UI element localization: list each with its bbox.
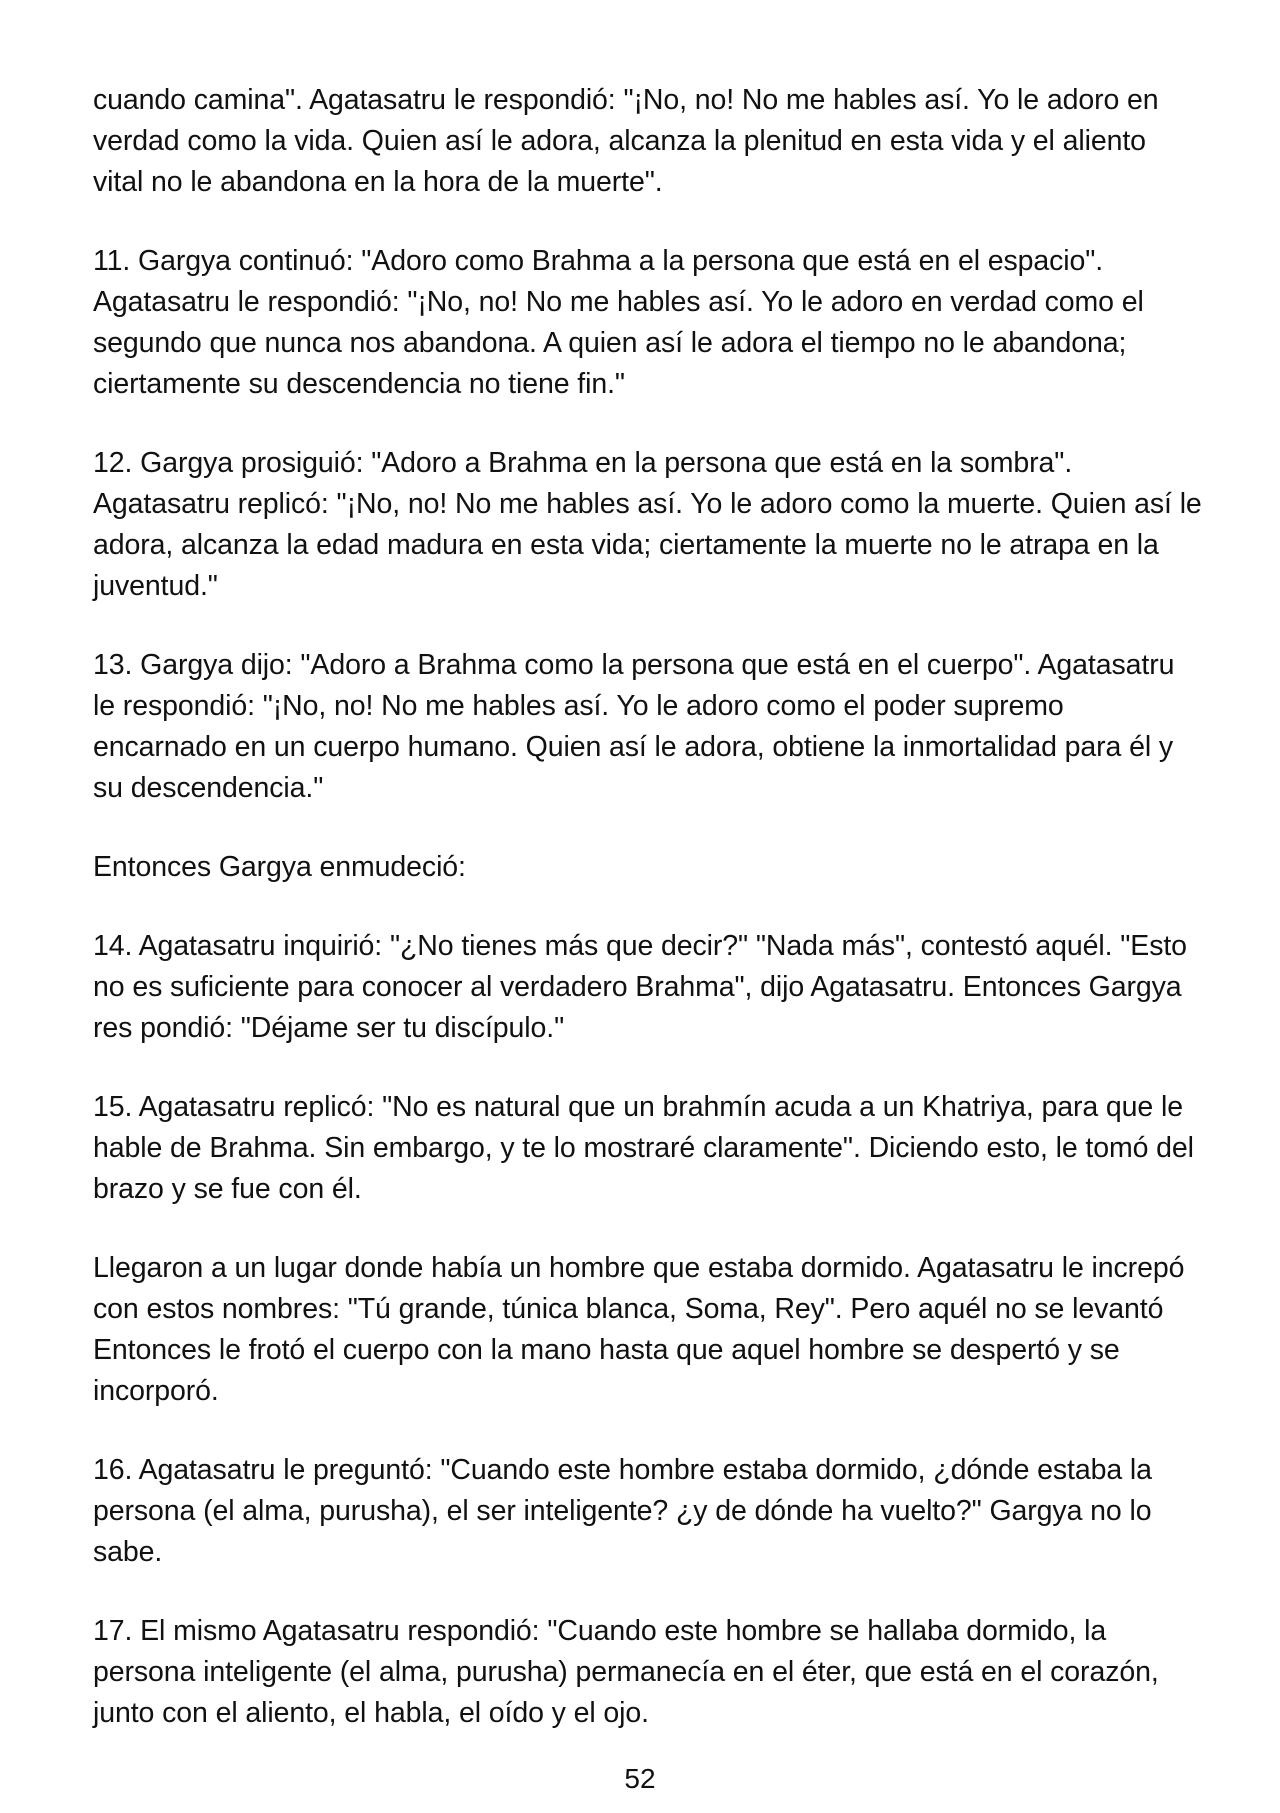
paragraph-1: cuando camina". Agatasatru le respondió: "¡No, no! No me hables así. Yo le adoro en verdad como la vida. Quien así le adora, alcanza la plenitud en esta vida y el aliento vital no le abandona en la hora de la muerte".: [93, 84, 1159, 198]
paragraph-6: 14. Agatasatru inquirió: "¿No tienes más que decir?" "Nada más", contestó aquél. "Esto no es suficiente para conocer al verdadero Brahma", dijo Agatasatru. Entonces Gargya res pondió: "Déjame ser tu discípulo.": [93, 930, 1187, 1044]
paragraph-8: Llegaron a un lugar donde había un hombre que estaba dormido. Agatasatru le increpó con estos nombres: "Tú grande, túnica blanca, Soma, Rey". Pero aquél no se levantó Entonces le frotó el cuerpo con la mano hasta que aquel hombre se despertó y se incorporó.: [93, 1252, 1185, 1407]
paragraph-2: 11. Gargya continuó: "Adoro como Brahma a la persona que está en el espacio". Agatasatru le respondió: "¡No, no! No me hables así. Yo le adoro en verdad como el segundo que nunca nos abandona. A quien así le adora el tiempo no le abandona; ciertamente su descendencia no tiene fin.": [93, 245, 1144, 400]
paragraph-9: 16. Agatasatru le preguntó: "Cuando este hombre estaba dormido, ¿dónde estaba la persona (el alma, purusha), el ser inteligente? ¿y de dónde ha vuelto?" Gargya no lo sabe.: [93, 1454, 1152, 1568]
paragraph-3: 12. Gargya prosiguió: "Adoro a Brahma en la persona que está en la sombra". Agatasatru replicó: "¡No, no! No me hables así. Yo le adoro como la muerte. Quien así le adora, alcanza la edad madura en esta vida; ciertamente la muerte no le atrapa en la juventud.": [93, 447, 1202, 602]
page-number: 52: [624, 1763, 656, 1794]
paragraph-10: 17. El mismo Agatasatru respondió: "Cuando este hombre se hallaba dormido, la persona inteligente (el alma, purusha) permanecía en el éter, que está en el corazón, junto con el aliento, el habla, el oído y el ojo.: [93, 1615, 1159, 1729]
page-body: [93, 80, 1203, 1772]
paragraph-4: 13. Gargya dijo: "Adoro a Brahma como la persona que está en el cuerpo". Agatasatru le respondió: "¡No, no! No me hables así. Yo le adoro como el poder supremo encarnado en un cuerpo humano. Quien así le adora, obtiene la inmortalidad para él y su descendencia.": [93, 649, 1175, 804]
paragraph-7: 15. Agatasatru replicó: "No es natural que un brahmín acuda a un Khatriya, para que le hable de Brahma. Sin embargo, y te lo mostraré claramente". Diciendo esto, le tomó del brazo y se fue con él.: [93, 1091, 1194, 1205]
paragraph-5: Entonces Gargya enmudeció:: [93, 851, 466, 883]
